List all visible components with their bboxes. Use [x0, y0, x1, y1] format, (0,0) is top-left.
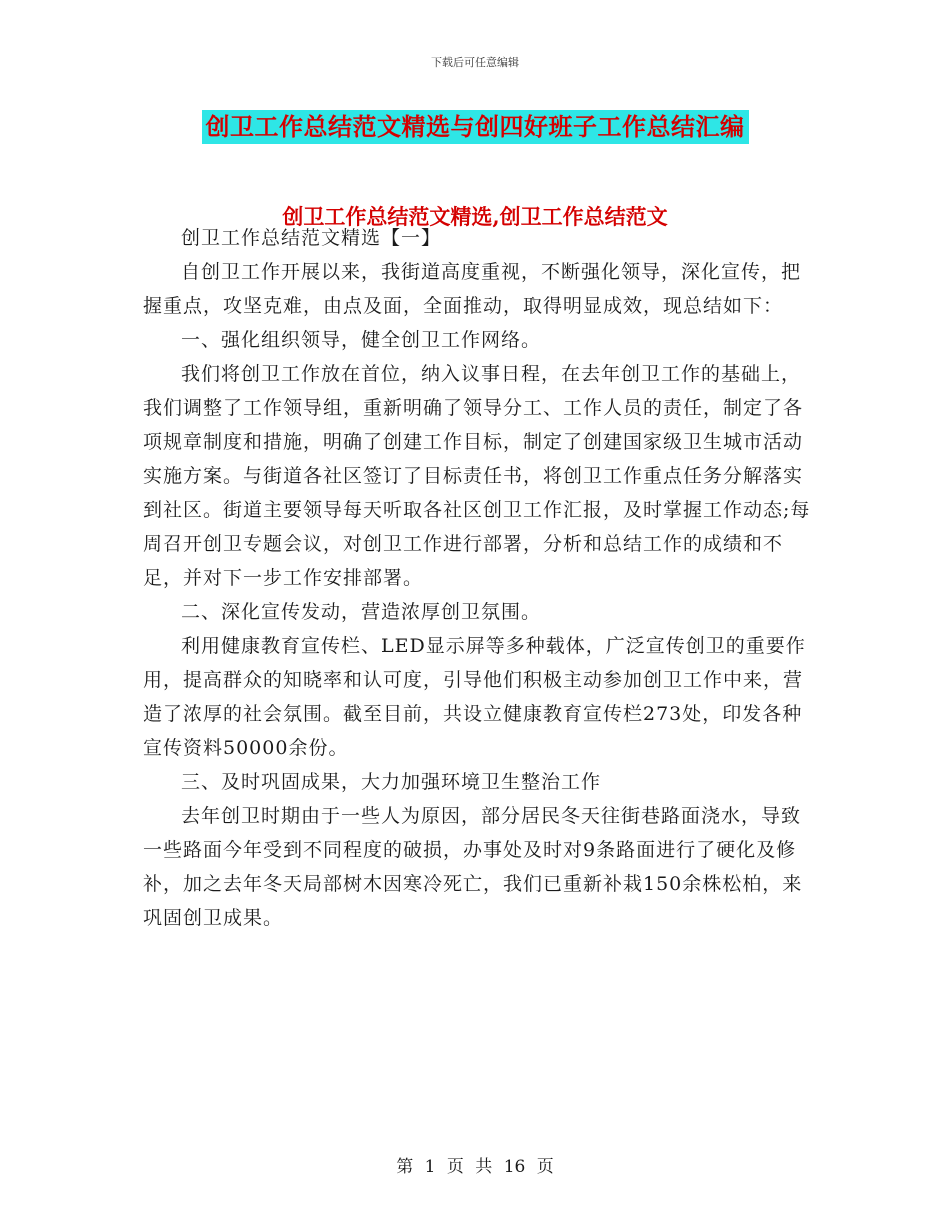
heading-part-one: 一、强化组织领导，健全创卫工作网络。: [181, 329, 542, 351]
subheading-selection-one: 创卫工作总结范文精选【一】: [181, 227, 442, 249]
paragraph-part-one: 我们将创卫工作放在首位，纳入议事日程，在去年创卫工作的基础上，我们调整了工作领导组，重新明确了领导分工、工作人员的责任，制定了各项规章制度和措施，明确了创建工作目标，制定了创建国家级卫生城市活动实施方案。与街道各社区签订了目标责任书，将创卫工作重点任务分解落实到社区。街道主要领导每天听取各社区创卫工作汇报，及时掌握工作动态;每周召开创卫专题会议，对创卫工作进行部署，分析和总结工作的成绩和不足，并对下一步工作安排部署。: [143, 363, 811, 589]
heading-part-two: 二、深化宣传发动，营造浓厚创卫氛围。: [181, 601, 542, 623]
paragraph-part-three: 去年创卫时期由于一些人为原因，部分居民冬天往街巷路面浇水，导致一些路面今年受到不同程度的破损，办事处及时对9条路面进行了硬化及修补，加之去年冬天局部树木因寒冷死亡，我们已重新补栽150余株松柏，来巩固创卫成果。: [143, 805, 803, 929]
document-title-text: 创卫工作总结范文精选与创四好班子工作总结汇编: [202, 110, 749, 144]
document-body: [143, 221, 815, 935]
section-title: 创卫工作总结范文精选,创卫工作总结范文: [282, 204, 668, 229]
paragraph-part-two: 利用健康教育宣传栏、LED显示屏等多种载体，广泛宣传创卫的重要作用，提高群众的知晓率和认可度，引导他们积极主动参加创卫工作中来，营造了浓厚的社会氛围。截至目前，共设立健康教育宣传栏273处，印发各种宣传资料50000余份。: [143, 635, 806, 759]
heading-part-three: 三、及时巩固成果，大力加强环境卫生整治工作: [181, 771, 602, 793]
document-title: [0, 110, 950, 144]
header-note: 下载后可任意编辑: [431, 56, 519, 69]
paragraph-intro: 自创卫工作开展以来，我街道高度重视，不断强化领导，深化宣传，把握重点，攻坚克难，由点及面，全面推动，取得明显成效，现总结如下：: [143, 261, 802, 317]
page-number-footer: 第 1 页 共 16 页: [396, 1157, 554, 1177]
